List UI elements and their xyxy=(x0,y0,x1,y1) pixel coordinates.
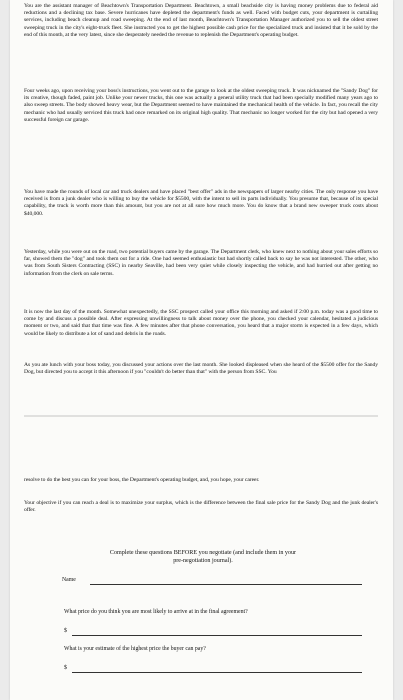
paragraph-sandy-dog: Four weeks ago, upon receiving your boss's instructions, you went out to the garage to look at the oldest sweeping truck. It was nicknamed the "Sandy Dog" for its creative, though faded, paint job. Unlike your newer trucks, this one was actually a general utility truck that had been specially modified many years ago to also sweep streets. The body showed heavy wear, but the Department seemed to have maintained the mechanical health of the vehicle. In fact, you recall the city mechanic who had usually serviced this truck had once remarked on its original high quality. That mechanic no longer worked for the city but had opened a very successful foreign car garage. xyxy=(24,88,378,123)
answer-field-highest-price[interactable] xyxy=(72,672,362,673)
worksheet-instructions xyxy=(48,549,358,565)
name-label: Name xyxy=(62,577,76,583)
paragraph-resolve: resolve to do the best you can for your boss, the Department's operating budget, and, you hope, your career. xyxy=(24,477,260,483)
paragraph-lunch: As you ate lunch with your boss today, you discussed your actions over the last month. She looked displeased when she heard of the $5500 offer for the Sandy Dog, but directed you to accept it this afternoon if you "couldn't do better than that" with the person from SSC. You xyxy=(24,362,378,376)
currency-symbol: $ xyxy=(64,628,67,634)
answer-field-likely-price[interactable] xyxy=(72,635,362,636)
instruction-line-1: Complete these questions BEFORE you negotiate (and include them in your xyxy=(109,550,297,556)
paragraph-objective: Your objective if you can reach a deal is to maximize your surplus, which is the difference between the final sale price for the Sandy Dog and the junk dealer's offer. xyxy=(24,500,378,514)
question-highest-price: What is your estimate of the highest price the buyer can pay? xyxy=(64,646,206,652)
instruction-line-2: pre-negotiation journal). xyxy=(173,558,233,564)
currency-symbol: $ xyxy=(64,665,67,671)
name-field[interactable] xyxy=(90,584,362,585)
paragraph-yesterday: Yesterday, while you were out on the road, two potential buyers came by the garage. The Department clerk, who knew next to nothing about your sales efforts so far, showed them the "dog" and took them out for a ride. One had seemed enthusiastic but had shortly called back to say he was not interested. The other, who was from South Sisters Contracting (SSC) in nearby Seaville, had been very quiet while closely inspecting the vehicle, and had hurried out after getting no information from the clerk on sale terms. xyxy=(24,249,378,277)
document-page xyxy=(10,0,393,700)
paragraph-last-day: It is now the last day of the month. Somewhat unexpectedly, the SSC prospect called your office this morning and asked if 2:00 p.m. today was a good time to come by and discuss a possible deal. After expressing unwillingness to talk about money over the phone, you checked your calendar, hesitated a judicious moment or two, and said that that time was fine. A few minutes after that phone conversation, you heard that a major storm is expected in a few days, which would be likely to distribute a lot of sand and debris in the roads. xyxy=(24,309,378,337)
paragraph-junk-dealer: You have made the rounds of local car and truck dealers and have placed "best offer" ads in the newspapers of larger nearby cities. The only response you have received is from a junk dealer who is willing to buy the vehicle for $5500, with the intent to sell its parts individually. You presume that, because of its special capability, the truck is worth more than this amount, but you are not at all sure how much more. You do know that a brand new sweeper truck costs about $40,000. xyxy=(24,189,378,217)
question-likely-price: What price do you think you are most likely to arrive at in the final agreement? xyxy=(64,609,248,615)
paragraph-intro: You are the assistant manager of Beachtown's Transportation Department. Beachtown, a small beachside city is having money problems due to federal aid reductions and a declining tax base. Severe hurricanes have depleted the department's funds as well. Faced with budget cuts, your department is curtailing services, including beach cleanup and road sweeping. At the end of last month, Beachtown's Transportation Manager authorized you to sell the oldest street sweeping truck in the city's eight-truck fleet. She instructed you to get the highest possible cash price for the specialized truck and insisted that it be sold by the end of this month, at the very latest, since she desperately needed the revenue to replenish the Department's operating budget. xyxy=(24,3,378,38)
